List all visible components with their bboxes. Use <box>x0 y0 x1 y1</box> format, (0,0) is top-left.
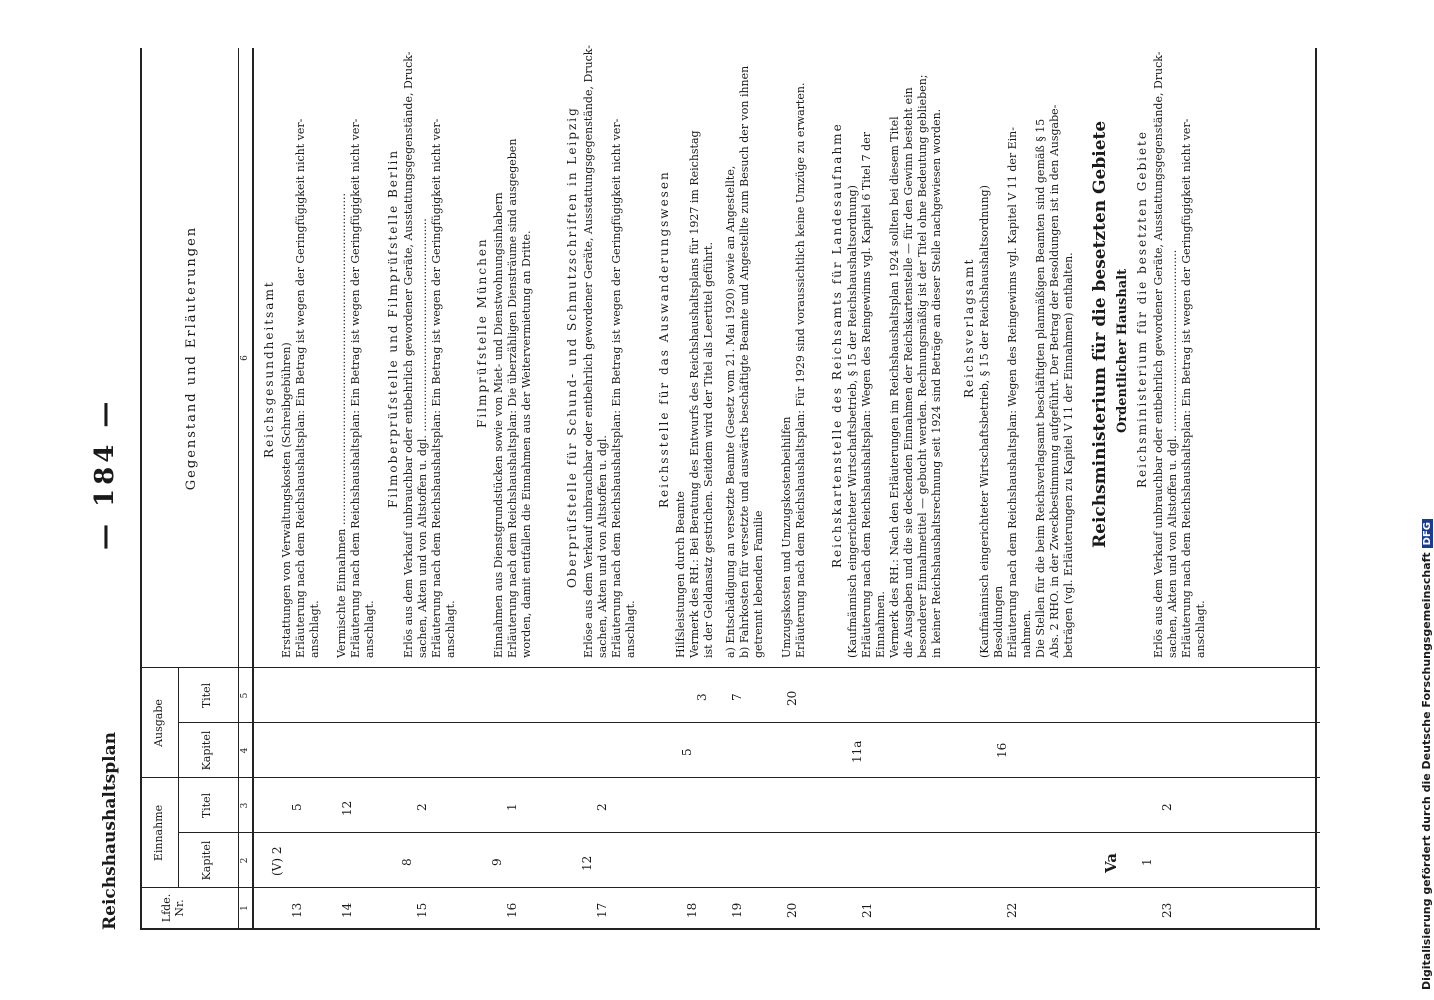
row-21-ak: 11a <box>850 740 864 763</box>
row-14-line-2: Erläuterung nach dem Reichshaushaltsplan: Ein Betrag ist wegen der Geringfügigkeit nicht ver- <box>349 118 362 658</box>
row-22-line-4: nahmen. <box>1020 609 1033 658</box>
row-20-line-1: Umzugskosten und Umzugskostenbeihilfen <box>780 416 793 658</box>
row-15-et: 2 <box>415 803 429 811</box>
row-17-line-2: sachen, Akten und von Altstoffen u. dgl. <box>596 435 609 658</box>
row-23-line-4: anschlagt. <box>1194 600 1207 658</box>
row-16-nr: 16 <box>505 902 519 918</box>
row-13-ek: (V) 2 <box>270 846 284 876</box>
header-bottom-rule <box>252 48 254 928</box>
row-21-section: Reichskartenstelle des Reichsamts für Landesaufnahme <box>830 122 844 568</box>
row-20-at: 20 <box>785 690 799 706</box>
row-13-et: 5 <box>290 803 304 811</box>
header-einnahme: Einnahme <box>152 804 165 862</box>
colnum-5: 5 <box>240 692 250 699</box>
row-18-line-1: Hilfsleistungen durch Beamte <box>674 491 687 658</box>
row-19-line-3: getrennt lebenden Familie <box>752 510 765 658</box>
colnum-2: 2 <box>240 857 250 864</box>
row-21-line-4: Vermerk des RH.: Nach den Erläuterungen im Reichshaushaltsplan 1924 sollten bei diesem Titel <box>888 116 901 658</box>
row-20-line-2: Erläuterung nach dem Reichshaushaltsplan: Für 1929 sind voraussichtlich keine Umzüge zu erwarten. <box>794 82 807 658</box>
row-22-line-7: beträgen (vgl. Erläuterungen zu Kapitel V 11 der Einnahmen) enthalten. <box>1062 252 1075 658</box>
row-14-nr: 14 <box>340 902 354 918</box>
page-running-title: Reichshaushaltsplan <box>100 732 120 930</box>
row-23-ek: 1 <box>1140 858 1154 866</box>
row-16-line-3: worden, damit entfallen die Einnahmen aus der Weitervermietung an Dritte. <box>520 230 533 658</box>
column-number-rule <box>238 48 239 928</box>
row-13-line-3: anschlagt. <box>308 600 321 658</box>
row-17-et: 2 <box>595 803 609 811</box>
row-19-line-2: b) Fahrkosten für versetzte und auswärts beschäftigte Beamte und Angestellte zum Besuch der von ihnen <box>738 65 751 658</box>
row-14-line-1: Vermischte Einnahmen ............................................................................................... <box>335 192 348 658</box>
ordinary-budget-heading: Ordentlicher Haushalt <box>1115 268 1130 433</box>
row-21-line-1: (Kaufmännisch eingerichteter Wirtschaftsbetrieb, § 15 der Reichshaushaltsordnung) <box>846 185 859 658</box>
digitization-note <box>1420 519 1433 990</box>
row-13-section: Reichsgesundheitsamt <box>262 280 276 458</box>
va-label: Va <box>1102 853 1120 873</box>
row-21-line-2: Erläuterung nach dem Reichshaushaltsplan: Wegen des Reingewinns vgl. Kapitel 6 Titel 7 der <box>860 132 873 658</box>
row-17-section: Oberprüfstelle für Schund- und Schmutzschriften in Leipzig <box>565 106 579 588</box>
header-einnahme-titel: Titel <box>200 792 213 819</box>
row-17-line-3: Erläuterung nach dem Reichshaushaltsplan: Ein Betrag ist wegen der Geringfügigkeit nicht ver- <box>610 118 623 658</box>
row-13-line-2: Erläuterung nach dem Reichshaushaltsplan: Ein Betrag ist wegen der Geringfügigkeit nicht ver- <box>294 118 307 658</box>
row-16-line-1: Einnahmen aus Dienstgrundstücken sowie von Miet- und Dienstwohnungsinhabern <box>492 192 505 658</box>
row-18-at: 3 <box>695 693 709 701</box>
dfg-logo: DFG <box>1422 519 1433 548</box>
row-20-nr: 20 <box>785 902 799 918</box>
header-lfd: Lfde. Nr. <box>160 893 186 923</box>
row-18-ak: 5 <box>680 748 694 756</box>
budget-table <box>140 45 1320 930</box>
row-19-nr: 19 <box>730 902 744 918</box>
header-ausgabe-kapitel: Kapitel <box>200 730 213 771</box>
row-21-line-7: in keiner Reichshaushaltsrechnung seit 1924 sind Beträge an dieser Stelle nachgewiesen worden. <box>930 108 943 658</box>
row-23-line-1: Erlös aus dem Verkauf unbrauchbar oder entbehrlich gewordener Geräte, Ausstattungsgegenstände, Druck- <box>1152 51 1165 658</box>
col-rule-1 <box>140 887 1320 888</box>
row-22-section: Reichsverlagsamt <box>962 257 976 398</box>
header-ausgabe: Ausgabe <box>152 699 165 747</box>
row-14-et: 12 <box>340 800 354 816</box>
page-number: — 184 — <box>90 397 120 550</box>
row-15-line-3: Erläuterung nach dem Reichshaushaltsplan: Ein Betrag ist wegen der Geringfügigkeit nicht ver- <box>430 118 443 658</box>
header-ausgabe-titel: Titel <box>200 682 213 709</box>
row-21-line-5: die Ausgaben und die sie deckenden Einnahmen der Reichskartenstelle — für den Gewinn besteht ein <box>902 87 915 658</box>
row-23-line-3: Erläuterung nach dem Reichshaushaltsplan: Ein Betrag ist wegen der Geringfügigkeit nicht ver- <box>1180 118 1193 658</box>
group-rule <box>178 668 179 888</box>
ministry-heading: Reichsministerium für die besetzten Gebiete <box>1090 120 1110 548</box>
row-13-nr: 13 <box>290 902 304 918</box>
row-22-ak: 16 <box>995 742 1009 758</box>
row-15-line-1: Erlös aus dem Verkauf unbrauchbar oder entbehrlich gewordener Geräte, Ausstattungsgegenstände, Druck- <box>402 51 415 658</box>
header-einnahme-kapitel: Kapitel <box>200 840 213 881</box>
row-13-line-1: Erstattungen von Verwaltungskosten (Schreibgebühren) <box>280 342 293 658</box>
row-15-line-4: anschlagt. <box>444 600 457 658</box>
row-16-et: 1 <box>505 803 519 811</box>
row-22-line-3: Erläuterung nach dem Reichshaushaltsplan: Wegen des Reingewinns vgl. Kapitel V 11 der Ein- <box>1006 127 1019 658</box>
row-17-line-4: anschlagt. <box>624 600 637 658</box>
row-19-at: 7 <box>730 693 744 701</box>
col-rule-5 <box>140 667 1320 668</box>
row-17-nr: 17 <box>595 902 609 918</box>
colnum-4: 4 <box>240 747 250 754</box>
row-17-line-1: Erlöse aus dem Verkauf unbrauchbar oder entbehrlich gewordener Geräte, Ausstattungsgegenstände, Druck- <box>582 45 595 658</box>
row-17-ek: 12 <box>580 855 594 871</box>
row-22-nr: 22 <box>1005 902 1019 918</box>
row-16-ek: 9 <box>490 858 504 866</box>
row-22-line-1: (Kaufmännisch eingerichteter Wirtschaftsbetrieb, § 15 der Reichshaushaltsordnung) <box>978 185 991 658</box>
row-22-line-6: Abs. 2 RHO. in der Zweckbestimmung aufgeführt. Der Betrag der Besoldungen ist in den Ausgabe- <box>1048 104 1061 658</box>
colnum-1: 1 <box>240 905 250 911</box>
row-23-et: 2 <box>1160 803 1174 811</box>
colnum-3: 3 <box>240 802 250 809</box>
table-top-rule <box>140 48 142 928</box>
rotated-page-content <box>90 45 1320 930</box>
row-18-line-3: ist der Geldansatz gestrichen. Seitdem wird der Titel als Leertitel geführt. <box>702 242 715 658</box>
row-18-section: Reichsstelle für das Auswanderungswesen <box>657 170 671 508</box>
row-21-line-3: Einnahmen. <box>874 591 887 658</box>
row-18-nr: 18 <box>685 902 699 918</box>
row-15-line-2: sachen, Akten und von Altstoffen u. dgl. ............................................................. <box>416 218 429 658</box>
row-15-section: Filmoberprüfstelle und Filmprüfstelle Berlin <box>386 148 400 508</box>
row-15-ek: 8 <box>400 858 414 866</box>
table-bottom-rule <box>1315 48 1317 928</box>
row-14-line-3: anschlagt. <box>363 600 376 658</box>
row-21-line-6: besonderer Einnahmetitel — gebucht werden. Rechnungsmäßig ist der Titel ohne Bedeutung geblieben; <box>916 74 929 658</box>
row-16-line-2: Erläuterung nach dem Reichshaushaltsplan: Die überzähligen Diensträume sind ausgegeben <box>506 138 519 658</box>
colnum-6: 6 <box>240 355 250 361</box>
row-18-line-2: Vermerk des RH.: Bei Beratung des Entwurfs des Reichshaushaltsplans für 1927 im Reichstag <box>688 130 701 658</box>
row-22-line-5: Die Stellen für die beim Reichsverlagsamt beschäftigten planmäßigen Beamten sind gemäß § 15 <box>1034 118 1047 658</box>
row-23-nr: 23 <box>1160 902 1174 918</box>
row-22-line-2: Besoldungen <box>992 585 1005 658</box>
row-15-nr: 15 <box>415 902 429 918</box>
row-23-line-2: sachen, Akten und von Altstoffen u. dgl. .................................................... <box>1166 249 1179 658</box>
header-gegenstand: Gegenstand und Erläuterungen <box>184 225 199 491</box>
digitization-note-text: Digitalisierung gefördert durch die Deutsche Forschungsgemeinschaft <box>1420 552 1433 990</box>
row-19-line-1: a) Entschädigung an versetzte Beamte (Gesetz vom 21. Mai 1920) sowie an Angestellte, <box>724 165 737 658</box>
col-rule-3 <box>140 777 1320 778</box>
col-rule-2 <box>178 832 1320 833</box>
row-21-nr: 21 <box>860 902 874 918</box>
row-23-section: Reichsministerium für die besetzten Gebiete <box>1135 130 1149 488</box>
row-16-section: Filmprüfstelle München <box>475 237 489 428</box>
col-rule-4 <box>178 722 1320 723</box>
